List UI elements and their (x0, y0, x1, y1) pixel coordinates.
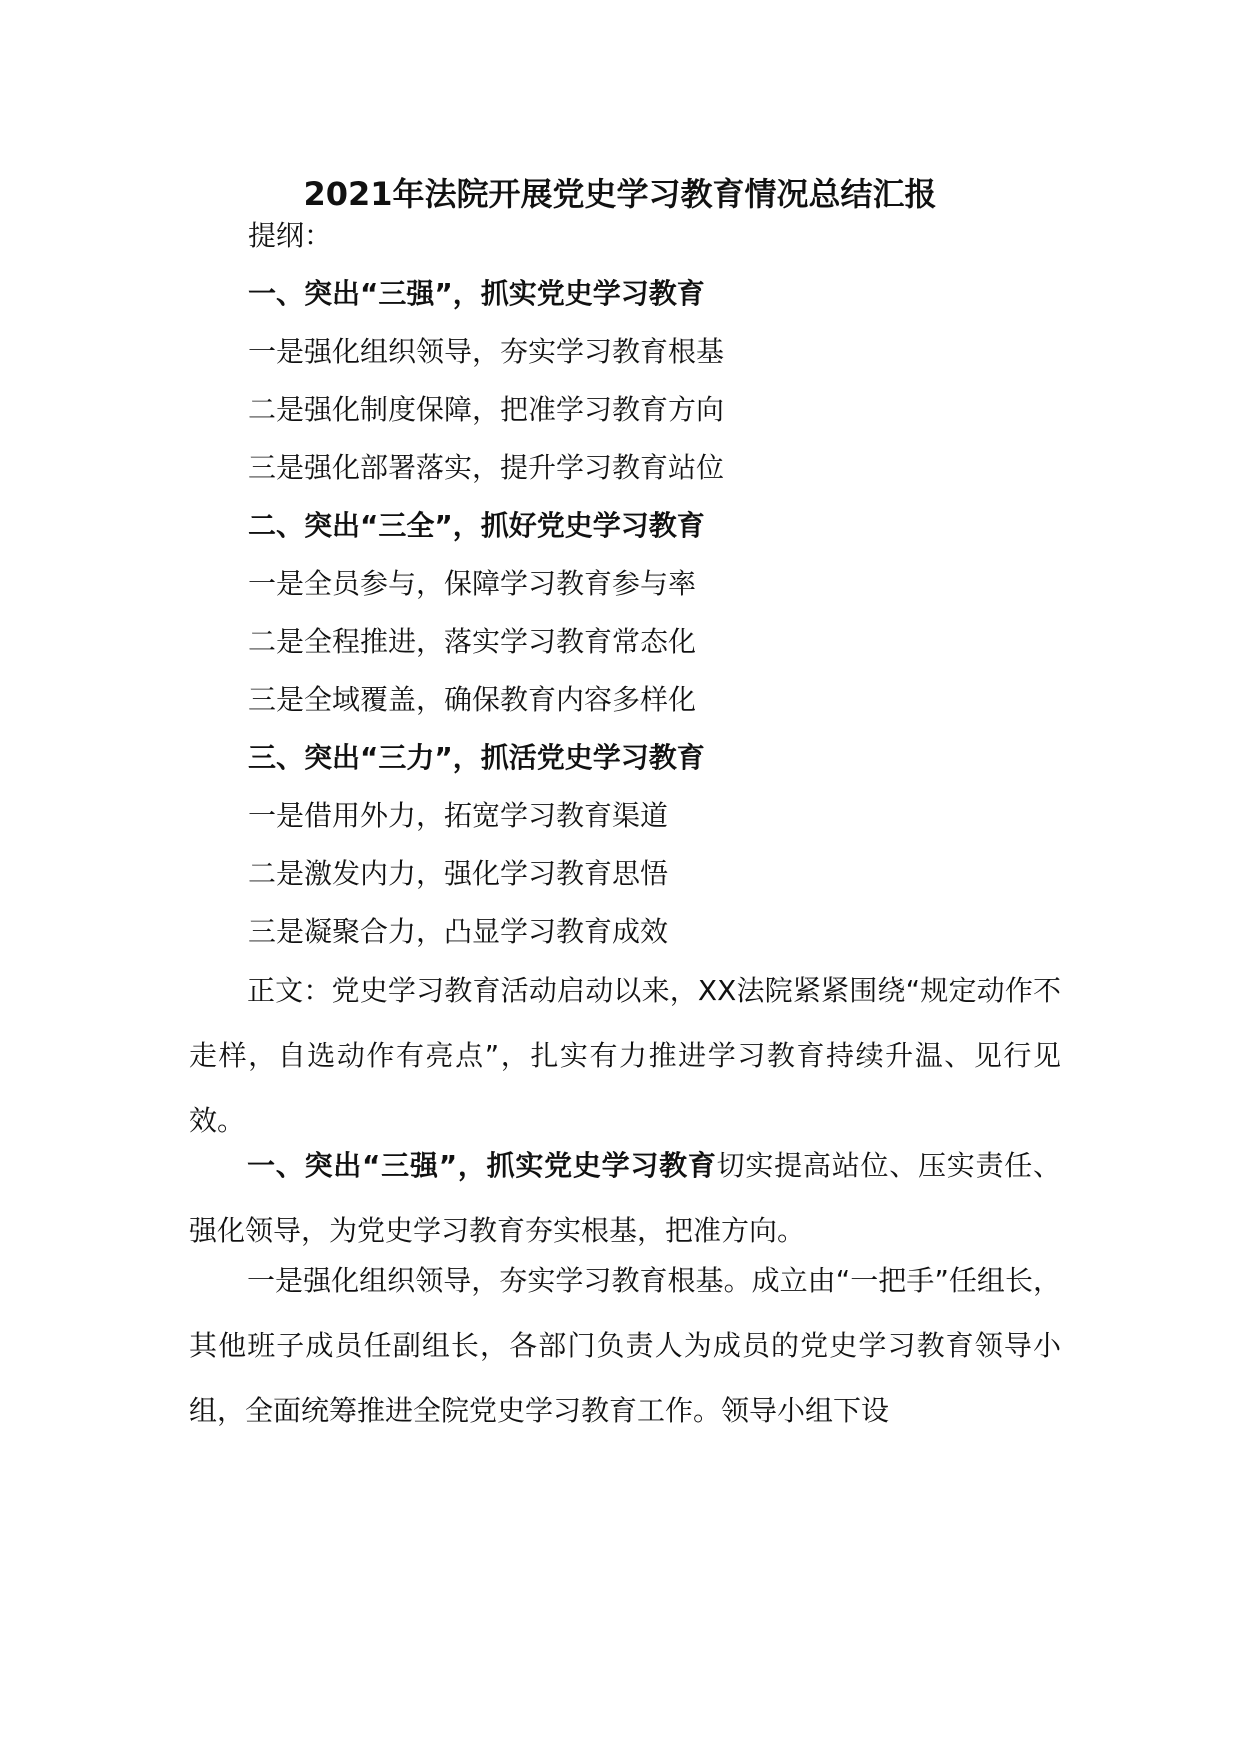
outline-item: 二是激发内力，强化学习教育思悟 (248, 857, 669, 890)
outline-item: 一是全员参与，保障学习教育参与率 (248, 567, 697, 600)
outline-item: 二是全程推进，落实学习教育常态化 (248, 625, 697, 658)
outline-label: 提纲： (248, 219, 333, 252)
outline-item: 三是强化部署落实，提升学习教育站位 (248, 451, 725, 484)
body-section1-paragraph (189, 1133, 1061, 1263)
outline-heading-2: 二、突出“三全”，抓好党史学习教育 (248, 509, 705, 542)
outline-item: 一是借用外力，拓宽学习教育渠道 (248, 799, 669, 832)
outline-item: 三是凝聚合力，凸显学习教育成效 (248, 915, 669, 948)
section1-text: 切实提高站位、压实责任、强化领导，为党史学习教育夯实根基，把准方向。 (189, 1149, 1061, 1247)
outline-item: 一是强化组织领导，夯实学习教育根基 (248, 335, 725, 368)
outline-item: 二是强化制度保障，把准学习教育方向 (248, 393, 725, 426)
outline-heading-1: 一、突出“三强”，抓实党史学习教育 (248, 277, 705, 310)
body-paragraph-1: 一是强化组织领导，夯实学习教育根基。成立由“一把手”任组长，其他班子成员任副组长，各部门负责人为成员的党史学习教育领导小组，全面统筹推进全院党史学习教育工作。领导小组下设 (189, 1264, 1061, 1427)
document-title: 2021年法院开展党史学习教育情况总结汇报 (303, 175, 937, 213)
section1-lead-heading: 一、突出“三强”，抓实党史学习教育 (247, 1149, 717, 1182)
outline-heading-3: 三、突出“三力”，抓活党史学习教育 (248, 741, 705, 774)
outline-item: 三是全域覆盖，确保教育内容多样化 (248, 683, 697, 716)
body-intro-paragraph: 正文：党史学习教育活动启动以来，XX法院紧紧围绕“规定动作不走样，自选动作有亮点”，扎实有力推进学习教育持续升温、见行见效。 (189, 974, 1061, 1137)
